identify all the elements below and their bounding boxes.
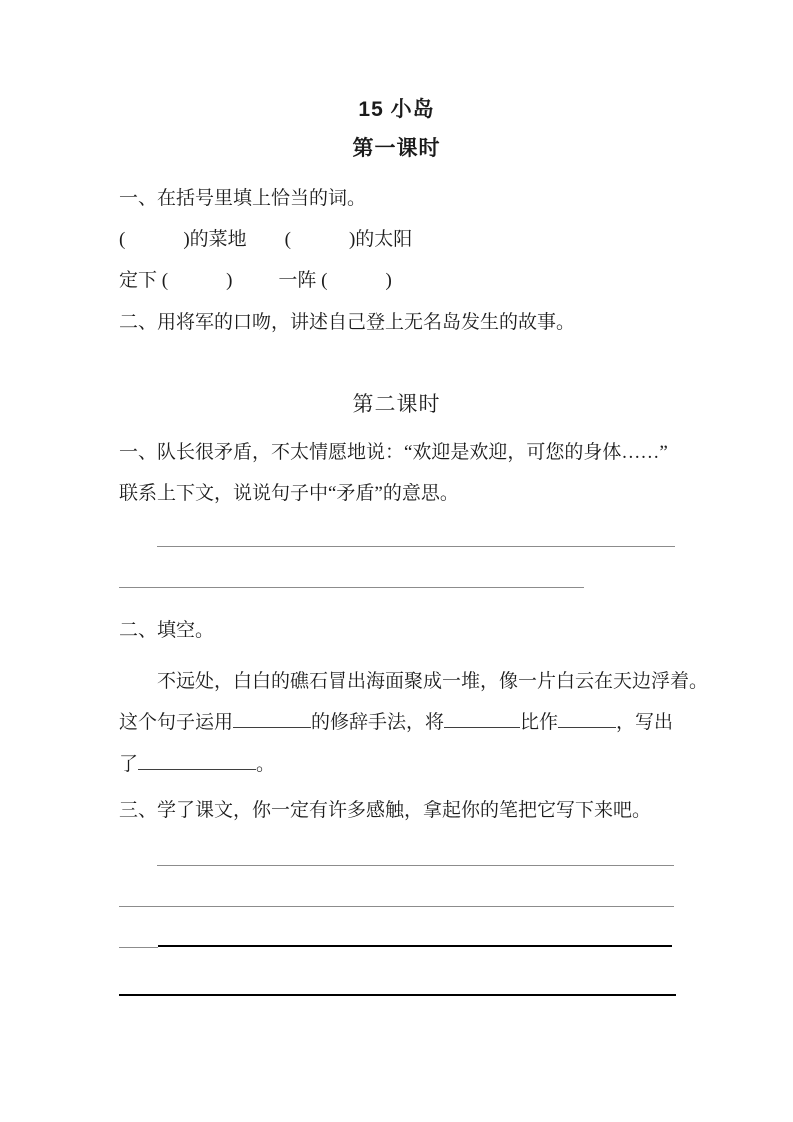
part2-q2-cloze-line2 — [119, 749, 275, 776]
answer-line-1 — [157, 527, 675, 547]
cloze-seg-2: 的修辞手法，将 — [311, 712, 445, 733]
part1-q2-label: 二、用将军的口吻，讲述自己登上无名岛发生的故事。 — [119, 312, 576, 333]
paren-close-3: ) — [226, 270, 233, 291]
paren-close-4: ) — [385, 270, 392, 291]
cloze-seg-3: 比作 — [520, 712, 559, 733]
cloze-blank-1 — [233, 708, 311, 728]
part2-q1-text-line1: 一、队长很矛盾，不太情愿地说：“欢迎是欢迎，可您的身体……” — [119, 442, 668, 463]
answer-line-5-black-segment — [158, 927, 672, 947]
part2-q2-cloze-line1 — [119, 707, 673, 734]
paren-open-2: ( — [284, 229, 291, 250]
cloze-blank-4 — [138, 750, 256, 770]
answer-line-4 — [119, 887, 674, 907]
paren-pre-3: 定下 ( — [119, 270, 169, 291]
cloze-blank-2 — [444, 708, 520, 728]
part2-q3-label: 三、学了课文，你一定有许多感触，拿起你的笔把它写下来吧。 — [119, 800, 652, 821]
paren-pre-4: 一阵 ( — [278, 270, 328, 291]
part1-heading: 第一课时 — [352, 137, 441, 160]
part1-q1-blank-row-2 — [119, 265, 392, 292]
part2-q2-label: 二、填空。 — [119, 620, 215, 641]
cloze-seg-4: ，写出 — [616, 712, 674, 733]
doc-title: 15 小岛 — [358, 98, 435, 121]
answer-line-3 — [157, 846, 674, 866]
cloze-period: 。 — [256, 754, 276, 775]
part1-q1-label: 一、在括号里填上恰当的词。 — [119, 188, 367, 209]
part2-q1-text-line2: 联系上下文，说说句子中“矛盾”的意思。 — [119, 483, 459, 504]
part1-q1-blank-row-1 — [119, 224, 412, 251]
cloze-seg-5: 了 — [119, 754, 139, 775]
paren-close-1: )的菜地 — [183, 229, 247, 250]
part2-q2-sentence: 不远处，白白的礁石冒出海面聚成一堆，像一片白云在天边浮着。 — [157, 671, 709, 692]
cloze-seg-1: 这个句子运用 — [119, 712, 234, 733]
part2-heading: 第二课时 — [352, 392, 441, 416]
answer-line-5-gray-segment — [119, 928, 158, 948]
answer-line-2 — [119, 568, 584, 588]
paren-close-2: )的太阳 — [348, 229, 413, 250]
paren-open-1: ( — [119, 229, 126, 250]
answer-line-6 — [119, 976, 676, 996]
cloze-blank-3 — [558, 708, 616, 728]
